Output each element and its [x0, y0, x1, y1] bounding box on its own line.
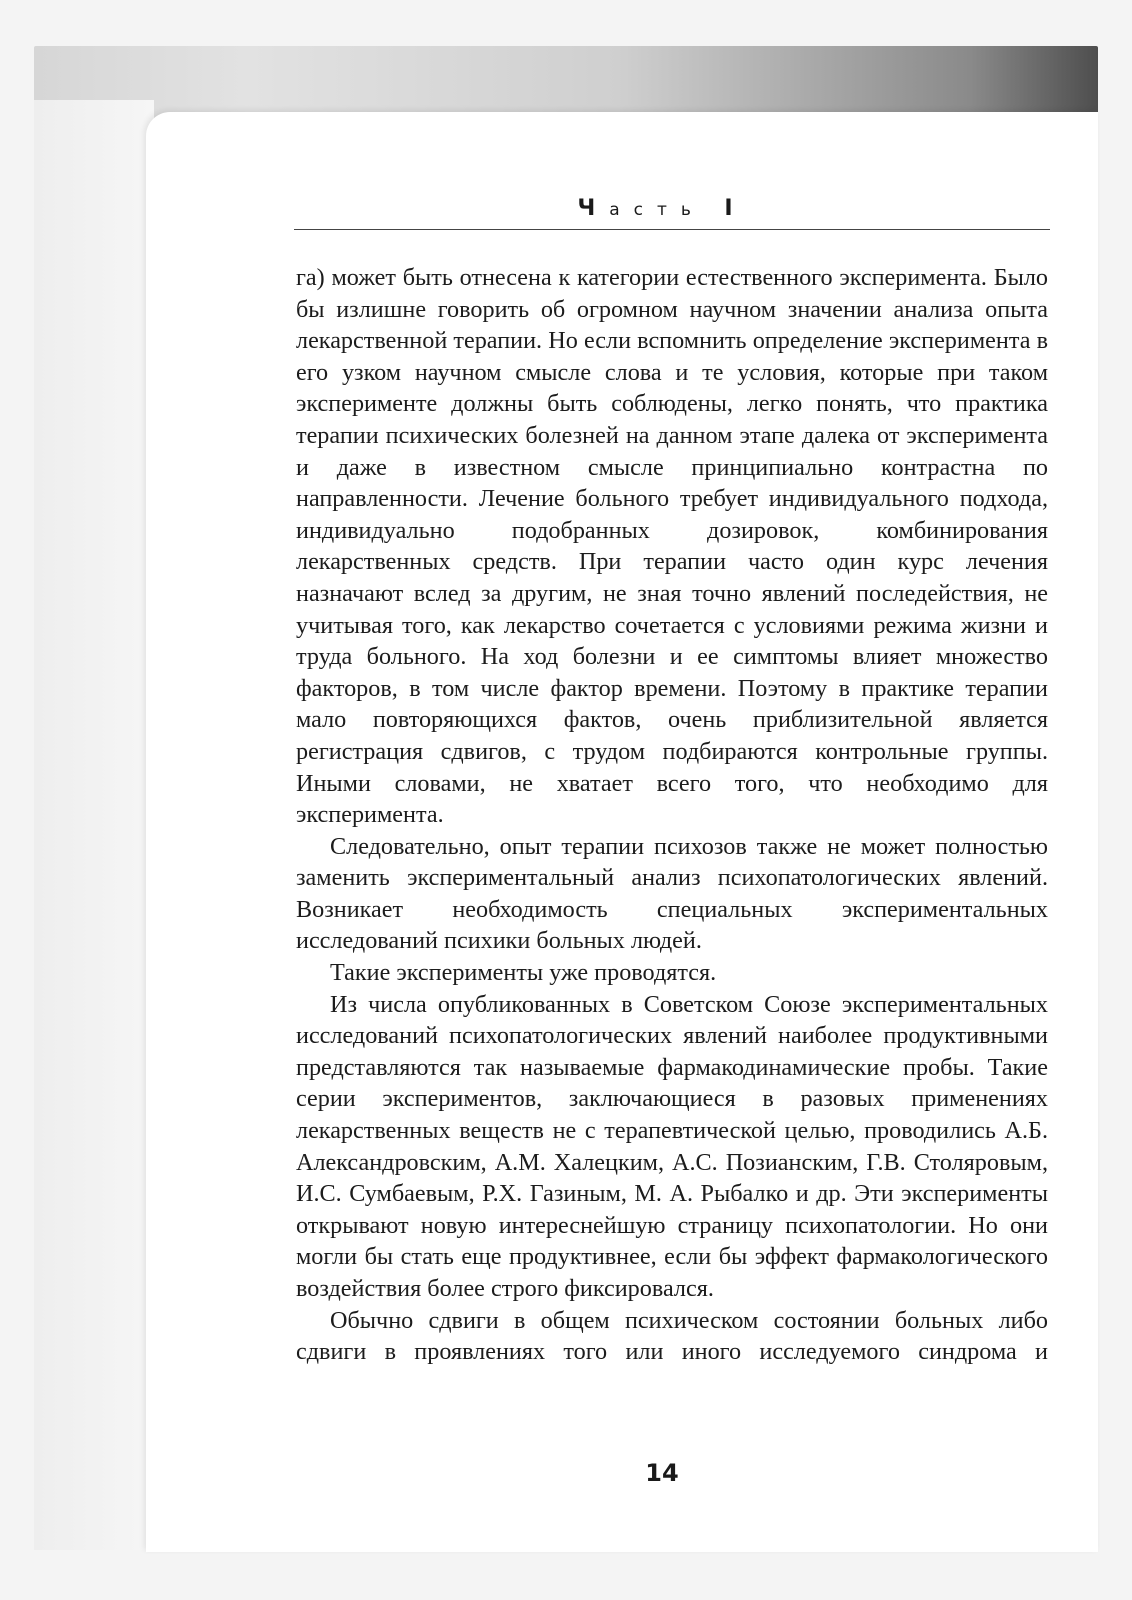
- paragraph: Обычно сдвиги в общем психическом состоянии больных либо сдвиги в проявлениях того или иного исследуемого синдрома и: [296, 1306, 1048, 1366]
- running-head-first-letter: Ч: [577, 196, 610, 221]
- paragraph: Из числа опубликованных в Советском Союзе экспериментальных исследований психопатологических явлений наиболее продуктивными представляются так называемые фармакодинамические пробы. Такие серии экспериментов, заключающиеся в разовых применениях лекарственных веществ не с терапевтической целью, проводились А.Б. Александровским, А.М. Халецким, А.С. Позианским, Г.В. Столяровым, И.С. Сумбаевым, Р.Х. Газиным, М. А. Рыбалко и др. Эти эксперименты открывают новую интереснейшую страницу психопатологии. Но они могли бы стать еще продуктивнее, если бы эффект фармакологического воздействия более строго фиксировался.: [296, 990, 1048, 1302]
- paragraph: Следовательно, опыт терапии психозов также не может полностью заменить экспериментальный анализ психопатологических явлений. Возникает необходимость специальных экспериментальных исследований психики больных людей.: [296, 832, 1048, 955]
- page-number: 14: [645, 1459, 679, 1487]
- paragraph: Такие эксперименты уже проводятся.: [330, 959, 717, 987]
- paragraph: га) может быть отнесена к категории естественного эксперимента. Было бы излишне говорить об огромном научном значении анализа опыта лекарственной терапии. Но если вспомнить определение эксперимента в его узком научном смысле слова и те условия, которые при таком эксперименте должны быть соблюдены, легко понять, что практика терапии психических болезней на данном этапе далека от эксперимента и даже в известном смысле принципиально контрастна по направленности. Лечение больного требует индивидуального подхода, индивидуально подобранных дозировок, комбинирования лекарственных средств. При терапии часто один курс лечения назначают вслед за другим, не зная точно явлений последействия, не учитывая того, как лекарство сочетается с условиями режима жизни и труда больного. На ход болезни и ее симптомы влияет множество факторов, в том числе фактор времени. Поэтому в практике терапии мало повторяющихся фактов, очень приблизительной является регистрация сдвигов, с трудом подбираются контрольные группы. Иными словами, не хватает всего того, что необходимо для эксперимента.: [296, 264, 1048, 829]
- book-page: [146, 112, 1098, 1552]
- running-head-rule: [294, 229, 1050, 230]
- scan-left-margin: [34, 100, 154, 1550]
- running-head: [294, 196, 1030, 221]
- running-head-numeral: I: [724, 196, 747, 221]
- body-text: [296, 262, 1048, 1368]
- running-head-word: асть: [609, 200, 705, 220]
